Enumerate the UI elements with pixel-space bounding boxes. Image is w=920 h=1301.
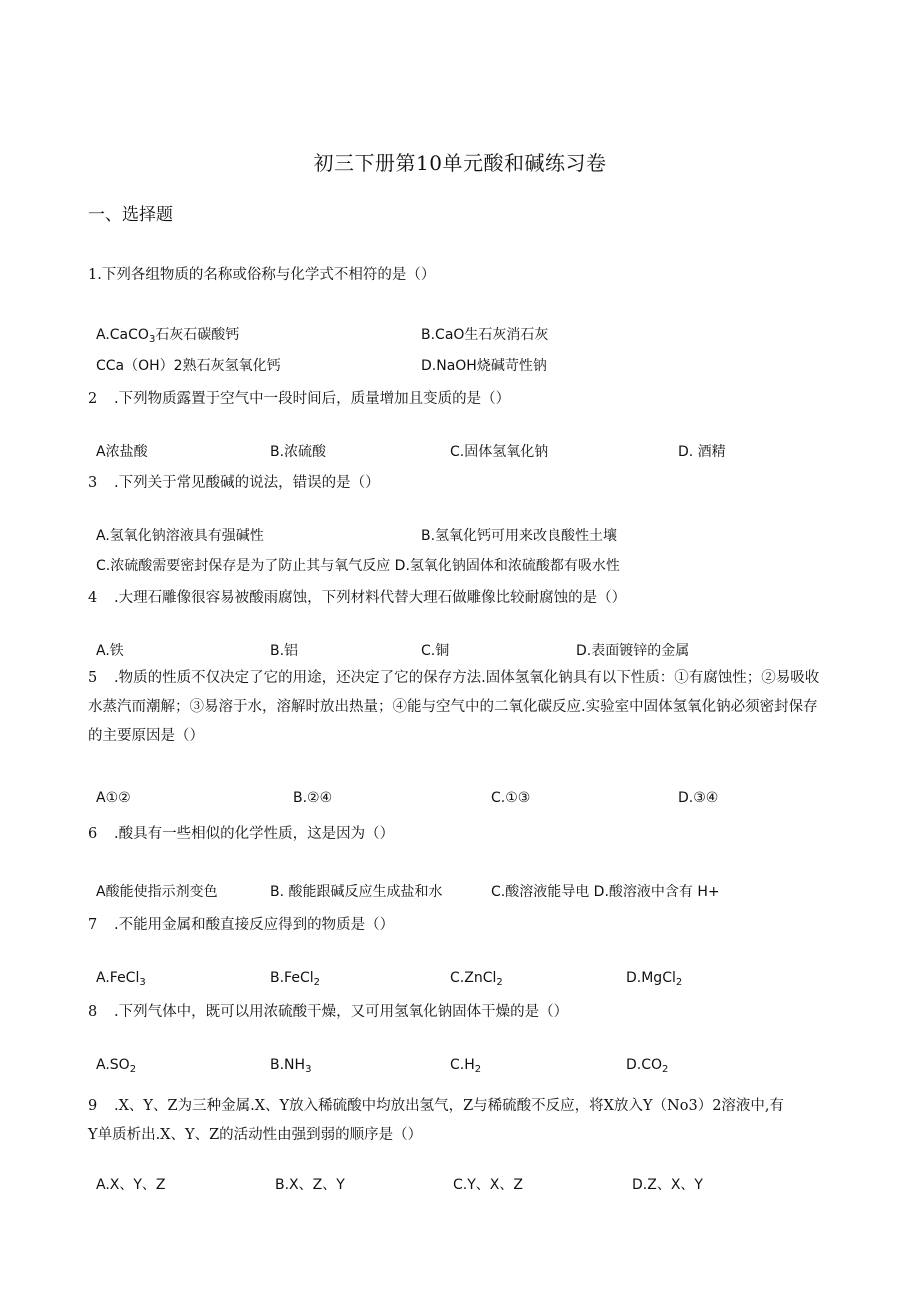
q6-option-cd: C.酸溶液能导电 D.酸溶液中含有 H+ [491,884,720,900]
question-9: 9 .X、Y、Z为三种金属.X、Y放入稀硫酸中均放出氢气，Z与稀硫酸不反应，将X放入Y（No3）2溶液中,有 [88,1098,785,1114]
q7-option-a: A.FeCl$_3$ [96,970,146,988]
q5-option-c: C.①③ [491,790,531,806]
q3-option-a: A.氢氧化钠溶液具有强碱性 [96,528,264,544]
question-2: 2 .下列物质露置于空气中一段时间后，质量增加且变质的是（） [88,391,511,407]
q8-option-b: $B.NH_3$ [270,1057,312,1075]
question-5: 5 .物质的性质不仅决定了它的用途，还决定了它的保存方法.固体氢氧化钠具有以下性质：①有腐蚀性；②易吸收水蒸汽而潮解；③易溶于水，溶解时放出热量；④能与空气中的二氧化碳反应.实验室中固体氢氧化钠必须密封保存的主要原因是（） [88,670,820,744]
q4-option-b: B.铝 [270,643,299,659]
question-8: 8 .下列气体中，既可以用浓硫酸干燥，又可用氢氧化钠固体干燥的是（） [88,1004,569,1020]
q4-option-c: C.铜 [421,643,450,659]
q8-option-c: $C.H_2$ [450,1057,482,1075]
q9-option-a: A.X、Y、Z [96,1177,166,1193]
q1-option-a: A.CaCO$_3$石灰石碳酸钙 [96,327,240,345]
question-1: 1.下列各组物质的名称或俗称与化学式不相符的是（） [88,267,436,283]
q4-option-d: D.表面镀锌的金属 [576,643,690,659]
q8-option-d: $D.CO_2$ [626,1057,669,1075]
q7-option-c: C.ZnCl$_2$ [450,970,503,988]
q9-option-c: C.Y、X、Z [453,1177,523,1193]
q7-option-d: D.MgCl$_2$ [626,970,683,988]
q5-option-b: B.②④ [293,790,333,806]
q3-option-cd: C.浓硫酸需要密封保存是为了防止其与氧气反应 D.氢氧化钠固体和浓硫酸都有吸水性 [96,558,620,574]
q1-option-b: B.CaO生石灰消石灰 [421,327,549,343]
q6-option-b: B. 酸能跟碱反应生成盐和水 [270,884,443,900]
page-title: 初三下册第10单元酸和碱练习卷 [313,151,607,175]
q5-option-a: A①② [96,790,131,806]
q2-option-c: C.固体氢氧化钠 [450,444,549,460]
q2-option-b: B.浓硫酸 [270,444,327,460]
q2-option-d: D. 酒精 [678,444,726,460]
question-3: 3 .下列关于常见酸碱的说法，错误的是（） [88,475,380,491]
question-6: 6 .酸具有一些相似的化学性质，这是因为（） [88,826,395,842]
q4-option-a: A.铁 [96,643,124,659]
question-7: 7 .不能用金属和酸直接反应得到的物质是（） [88,917,395,933]
q8-option-a: $A.SO_2$ [96,1057,137,1075]
q1-option-c: CCa（OH）2熟石灰氢氧化钙 [96,358,281,374]
q9-option-d: D.Z、X、Y [632,1177,703,1193]
q6-option-a: A酸能使指示剂变色 [96,884,218,900]
q2-option-a: A浓盐酸 [96,444,148,460]
q3-option-b: B.氢氧化钙可用来改良酸性土壤 [421,528,618,544]
q7-option-b: B.FeCl$_2$ [270,970,320,988]
q9-option-b: B.X、Z、Y [275,1177,345,1193]
question-4: 4 .大理石雕像很容易被酸雨腐蚀，下列材料代替大理石做雕像比较耐腐蚀的是（） [88,590,627,606]
section-heading: 一、选择题 [88,205,173,225]
q1-option-d: D.NaOH烧碱苛性钠 [421,358,547,374]
q5-option-d: D.③④ [678,790,719,806]
question-9-continued: Y单质析出.X、Y、Z的活动性由强到弱的顺序是（） [88,1127,423,1143]
